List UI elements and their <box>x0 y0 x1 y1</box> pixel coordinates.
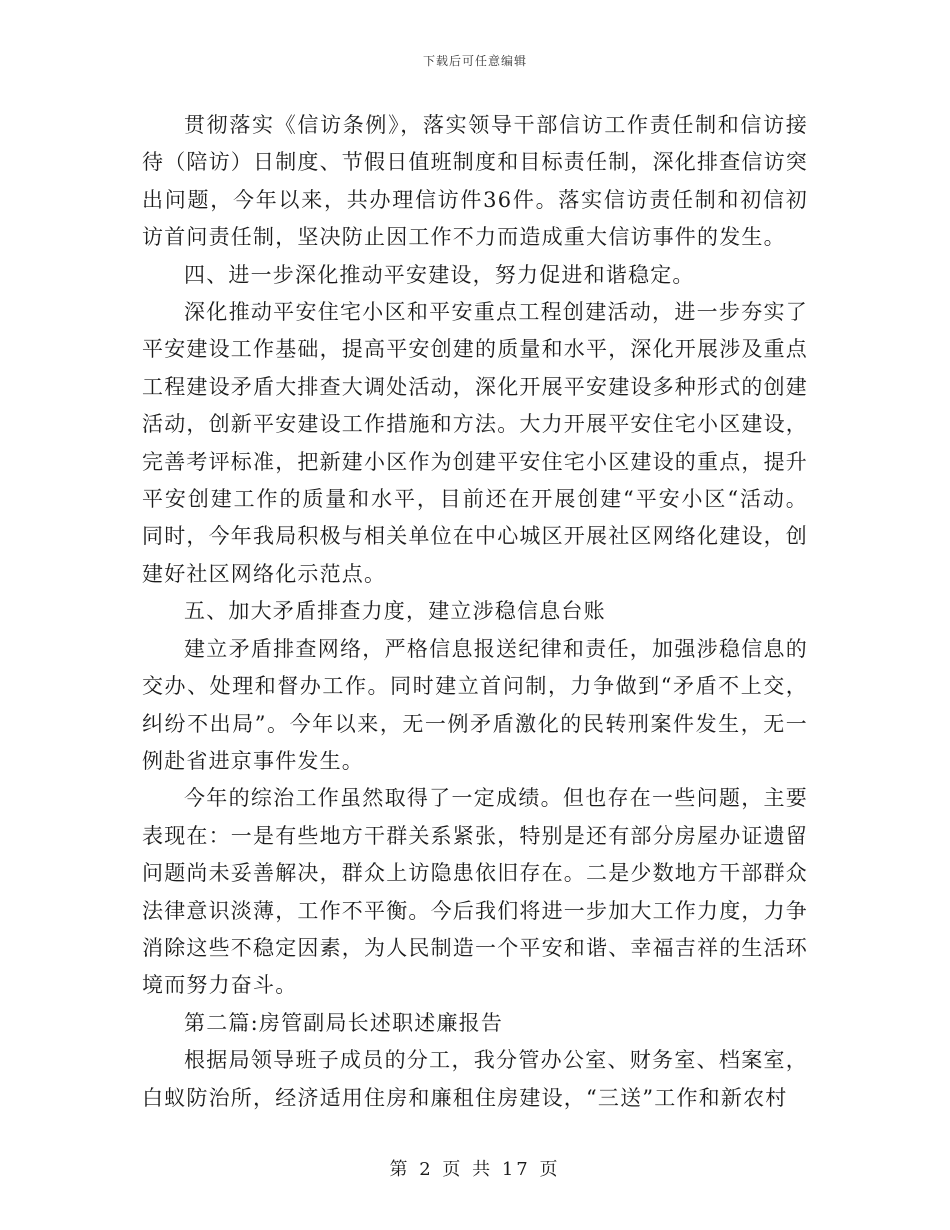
paragraph-4: 今年的综治工作虽然取得了一定成绩。但也存在一些问题，主要表现在：一是有些地方干群关系紧张，特别是还有部分房屋办证遗留问题尚未妥善解决，群众上访隐患依旧存在。二是少数地方干部群众法律意识淡薄，工作不平衡。今后我们将进一步加大工作力度，力争消除这些不稳定因素，为人民制造一个平安和谐、幸福吉祥的生活环境而努力奋斗。 <box>142 786 808 998</box>
section-heading-5: 五、加大矛盾排查力度，建立涉稳信息台账 <box>184 599 606 624</box>
part-two-title: 第二篇:房管副局长述职述廉报告 <box>184 1010 504 1035</box>
page-footer: 第 2 页 共 17 页 <box>389 1159 561 1180</box>
page-header: 下载后可任意编辑 <box>422 54 527 68</box>
paragraph-3: 建立矛盾排查网络，严格信息报送纪律和责任，加强涉稳信息的交办、处理和督办工作。同时建立首问制，力争做到“矛盾不上交，纠纷不出局”。今年以来，无一例矛盾激化的民转刑案件发生，无一例赴省进京事件发生。 <box>142 636 808 773</box>
document-body <box>142 107 808 1117</box>
section-heading-4: 四、进一步深化推动平安建设，努力促进和谐稳定。 <box>184 262 695 287</box>
paragraph-2: 深化推动平安住宅小区和平安重点工程创建活动，进一步夯实了平安建设工作基础，提高平安创建的质量和水平，深化开展涉及重点工程建设矛盾大排查大调处活动，深化开展平安建设多种形式的创建活动，创新平安建设工作措施和方法。大力开展平安住宅小区建设，完善考评标准，把新建小区作为创建平安住宅小区建设的重点，提升平安创建工作的质量和水平，目前还在开展创建“平安小区“活动。同时，今年我局积极与相关单位在中心城区开展社区网络化建设，创建好社区网络化示范点。 <box>142 300 808 586</box>
paragraph-1: 贯彻落实《信访条例》，落实领导干部信访工作责任制和信访接待（陪访）日制度、节假日值班制度和目标责任制，深化排查信访突出问题，今年以来，共办理信访件36件。落实信访责任制和初信初访首问责任制，坚决防止因工作不力而造成重大信访事件的发生。 <box>142 113 808 250</box>
paragraph-5: 根据局领导班子成员的分工，我分管办公室、财务室、档案室，白蚁防治所，经济适用住房和廉租住房建设，“三送”工作和新农村 <box>142 1048 808 1110</box>
